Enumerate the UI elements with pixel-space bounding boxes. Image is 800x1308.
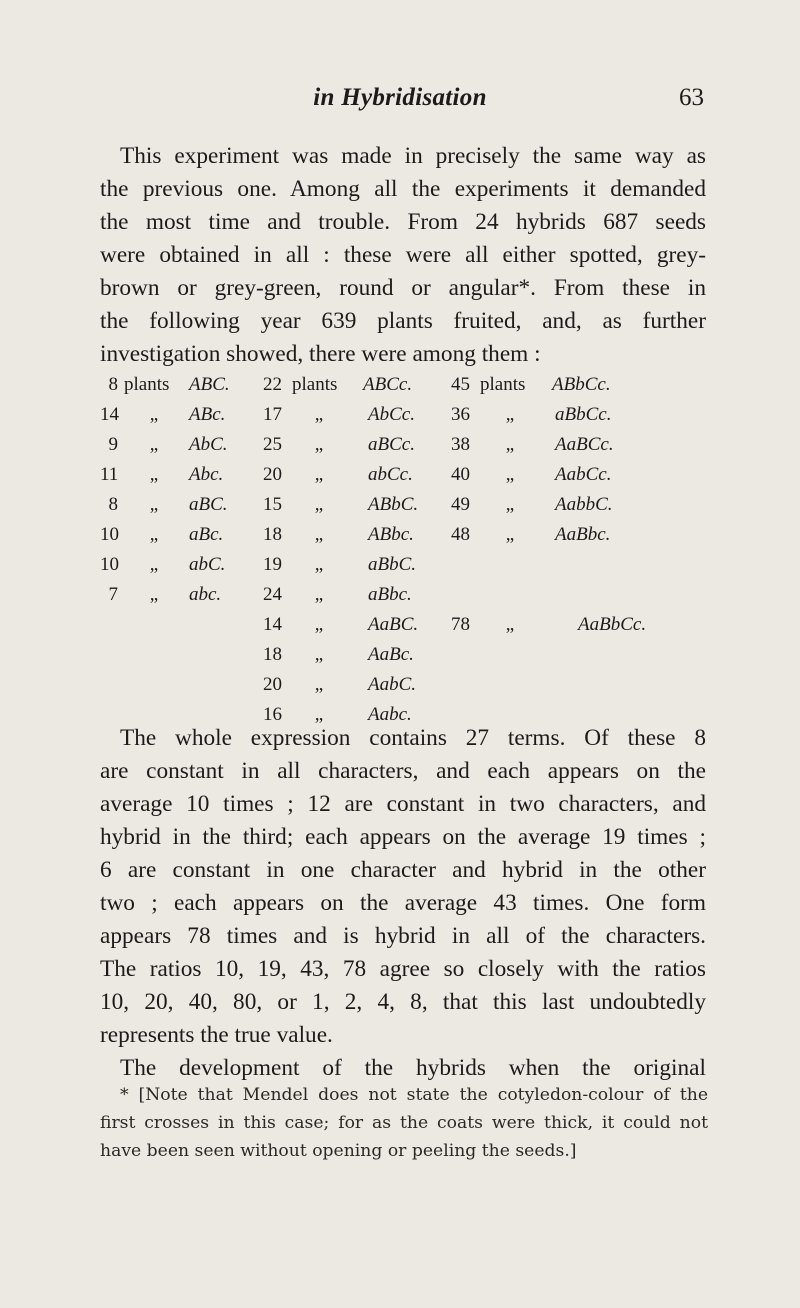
form: Aabc. xyxy=(368,704,412,725)
count: 20 xyxy=(263,674,282,695)
ditto-mark: „ xyxy=(149,494,159,515)
count: 10 xyxy=(100,554,119,575)
form: abC. xyxy=(189,554,226,575)
form: Abc. xyxy=(189,464,224,485)
count: 8 xyxy=(108,494,118,515)
table-row xyxy=(100,584,700,614)
ditto-mark: „ xyxy=(505,434,515,455)
form: aBCc. xyxy=(368,434,415,455)
ditto-mark: „ xyxy=(314,524,324,545)
form: ABbC. xyxy=(368,494,419,515)
footnote-line: have been seen without opening or peeling the seeds.] xyxy=(100,1141,577,1161)
table-row xyxy=(100,404,700,434)
ditto-mark: „ xyxy=(505,614,515,635)
text-line: are constant in all characters, and each appears on the xyxy=(100,758,706,784)
ditto-mark: „ xyxy=(314,584,324,605)
ditto-mark: „ xyxy=(149,584,159,605)
text-line: were obtained in all : these were all either spotted, grey- xyxy=(100,242,706,268)
text-line: brown or grey-green, round or angular*. From these in xyxy=(100,275,706,301)
footnote xyxy=(100,1081,708,1165)
count: 19 xyxy=(263,554,282,575)
ditto-mark: „ xyxy=(314,644,324,665)
form: AaBbCc. xyxy=(578,614,647,635)
form: ABbc. xyxy=(368,524,414,545)
count: 78 xyxy=(451,614,470,635)
form: ABC. xyxy=(189,374,230,395)
text-line: the following year 639 plants fruited, and, as further xyxy=(100,308,706,334)
form: AabC. xyxy=(368,674,417,695)
form: AbCc. xyxy=(368,404,415,425)
ditto-mark: „ xyxy=(314,434,324,455)
ditto-mark: „ xyxy=(314,494,324,515)
count: 16 xyxy=(263,704,282,725)
table-row xyxy=(100,374,700,404)
text-line: The ratios 10, 19, 43, 78 agree so closely with the ratios xyxy=(100,956,706,982)
count: 11 xyxy=(100,464,119,485)
text-line: represents the true value. xyxy=(100,1022,333,1048)
ditto-mark: „ xyxy=(314,704,324,725)
form: AaBCc. xyxy=(555,434,614,455)
form: AaBbc. xyxy=(555,524,611,545)
ditto-mark: „ xyxy=(505,464,515,485)
form: aBC. xyxy=(189,494,228,515)
plants-label: plants xyxy=(480,374,526,395)
footnote-line: first crosses in this case; for as the coats were thick, it could not xyxy=(100,1113,708,1133)
count: 10 xyxy=(100,524,119,545)
count: 18 xyxy=(263,644,282,665)
form: AbC. xyxy=(189,434,228,455)
text-line: The development of the hybrids when the original xyxy=(120,1055,706,1081)
count: 38 xyxy=(451,434,470,455)
form: aBbCc. xyxy=(555,404,612,425)
table-row xyxy=(100,464,700,494)
form: AaBC. xyxy=(368,614,419,635)
count: 17 xyxy=(263,404,282,425)
table-row xyxy=(100,434,700,464)
ditto-mark: „ xyxy=(505,524,515,545)
table-row xyxy=(100,554,700,584)
text-line: investigation showed, there were among them : xyxy=(100,341,541,367)
paragraph-analysis xyxy=(100,722,706,1085)
ditto-mark: „ xyxy=(314,554,324,575)
table-row xyxy=(100,494,700,524)
form: AabCc. xyxy=(555,464,612,485)
text-line: hybrid in the third; each appears on the average 19 times ; xyxy=(100,824,706,850)
page-number: 63 xyxy=(679,84,704,111)
table-row xyxy=(100,674,700,704)
count: 20 xyxy=(263,464,282,485)
form: ABc. xyxy=(189,404,226,425)
form: abc. xyxy=(189,584,222,605)
ditto-mark: „ xyxy=(149,524,159,545)
count: 18 xyxy=(263,524,282,545)
text-line: average 10 times ; 12 are constant in two characters, and xyxy=(100,791,706,817)
text-line: This experiment was made in precisely the same way as xyxy=(120,143,706,169)
count: 14 xyxy=(263,614,282,635)
ditto-mark: „ xyxy=(149,554,159,575)
text-line: two ; each appears on the average 43 times. One form xyxy=(100,890,706,916)
plants-label: plants xyxy=(124,374,170,395)
ditto-mark: „ xyxy=(314,674,324,695)
count: 40 xyxy=(451,464,470,485)
paragraph-experiment xyxy=(100,140,706,371)
ditto-mark: „ xyxy=(314,614,324,635)
form: ABCc. xyxy=(363,374,413,395)
count: 24 xyxy=(263,584,282,605)
text-line: The whole expression contains 27 terms. Of these 8 xyxy=(120,725,706,751)
count: 45 xyxy=(451,374,470,395)
page-header xyxy=(0,84,800,124)
count: 7 xyxy=(108,584,118,605)
form: aBbC. xyxy=(368,554,417,575)
count: 14 xyxy=(100,404,119,425)
ditto-mark: „ xyxy=(505,494,515,515)
count: 48 xyxy=(451,524,470,545)
ditto-mark: „ xyxy=(149,464,159,485)
ditto-mark: „ xyxy=(314,404,324,425)
count: 22 xyxy=(263,374,282,395)
count: 15 xyxy=(263,494,282,515)
footnote-line: * [Note that Mendel does not state the cotyledon-colour of the xyxy=(120,1085,708,1105)
table-row xyxy=(100,644,700,674)
form: ABbCc. xyxy=(552,374,611,395)
form: abCc. xyxy=(368,464,413,485)
text-line: 10, 20, 40, 80, or 1, 2, 4, 8, that this last undoubtedly xyxy=(100,989,706,1015)
count: 25 xyxy=(263,434,282,455)
form: AaBc. xyxy=(368,644,414,665)
text-line: the most time and trouble. From 24 hybrids 687 seeds xyxy=(100,209,706,235)
text-line: 6 are constant in one character and hybrid in the other xyxy=(100,857,706,883)
text-line: the previous one. Among all the experiments it demanded xyxy=(100,176,706,202)
ditto-mark: „ xyxy=(149,434,159,455)
form: aBc. xyxy=(189,524,224,545)
text-line: appears 78 times and is hybrid in all of the characters. xyxy=(100,923,706,949)
ditto-mark: „ xyxy=(505,404,515,425)
plants-label: plants xyxy=(292,374,338,395)
count: 8 xyxy=(108,374,118,395)
ditto-mark: „ xyxy=(149,404,159,425)
count: 9 xyxy=(108,434,118,455)
count: 36 xyxy=(451,404,470,425)
form: AabbC. xyxy=(555,494,613,515)
table-row xyxy=(100,524,700,554)
table-row xyxy=(100,614,700,644)
running-title: in Hybridisation xyxy=(313,84,487,111)
ditto-mark: „ xyxy=(314,464,324,485)
form: aBbc. xyxy=(368,584,412,605)
count: 49 xyxy=(451,494,470,515)
